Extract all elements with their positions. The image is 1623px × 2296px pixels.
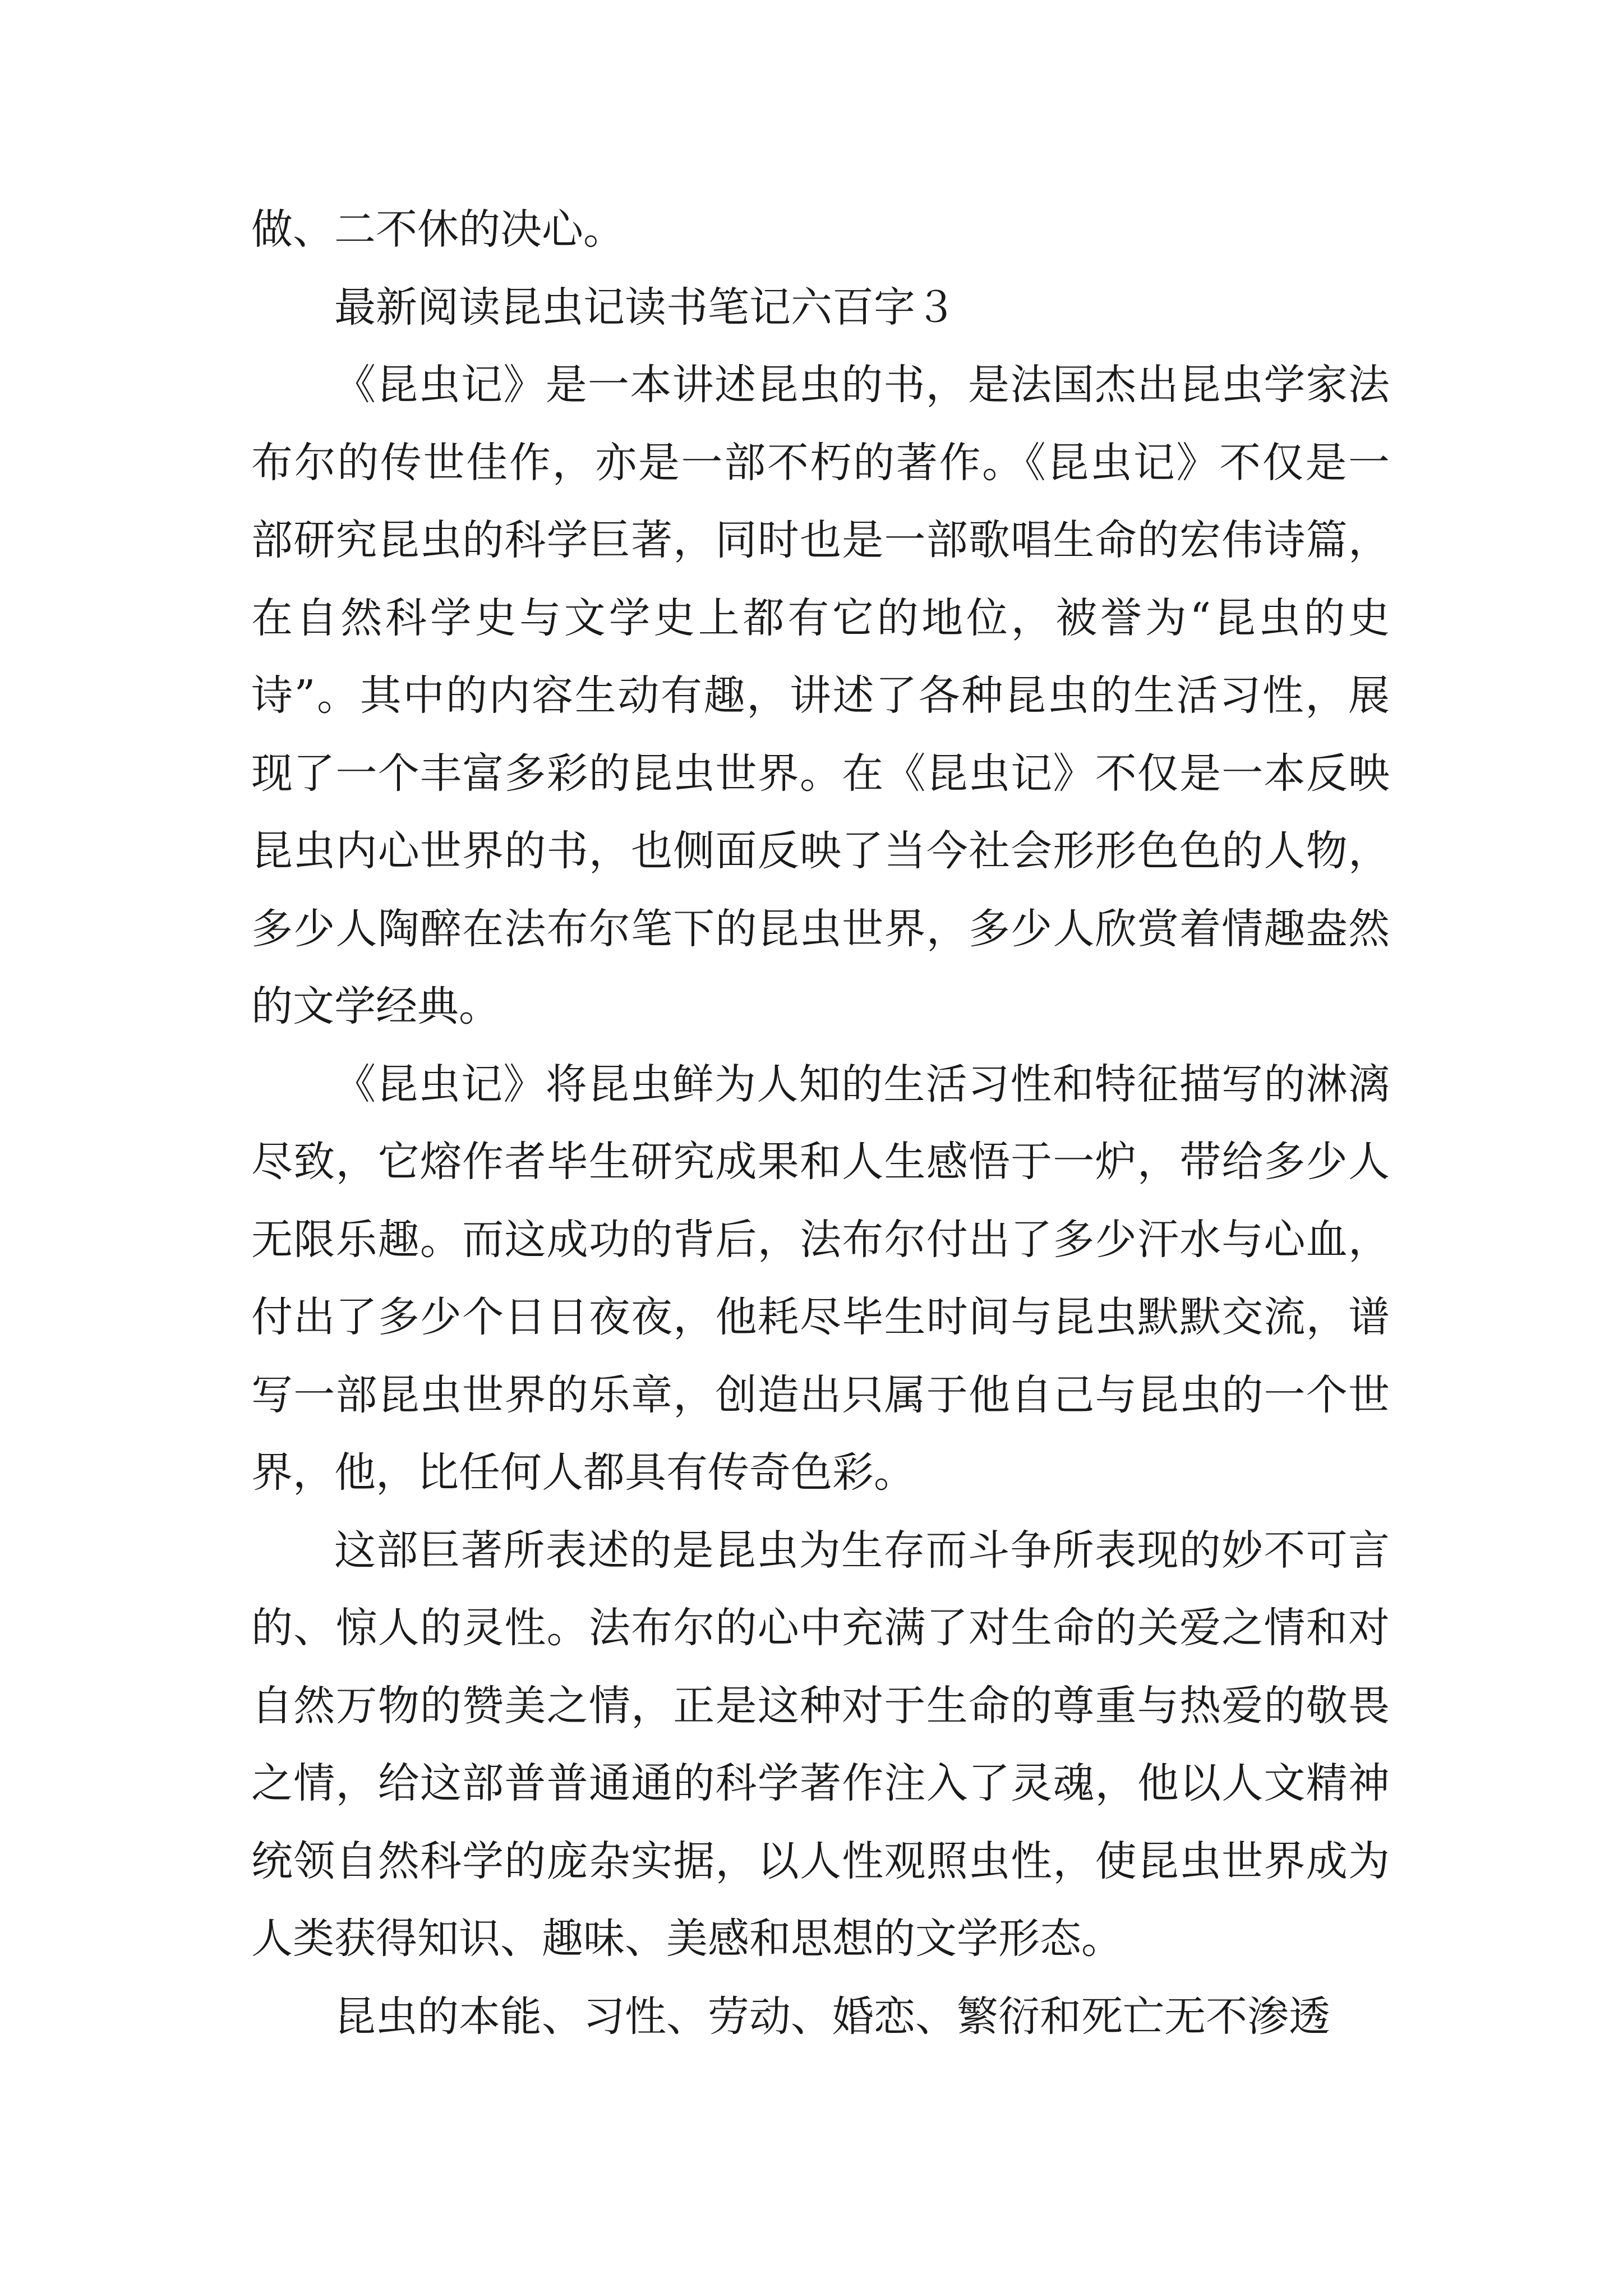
paragraph: 《昆虫记》是一本讲述昆虫的书，是法国杰出昆虫学家法布尔的传世佳作，亦是一部不朽的著作。《昆虫记》不仅是一部研究昆虫的科学巨著，同时也是一部歌唱生命的宏伟诗篇，在自然科学史与文学史上都有它的地位，被誉为“昆虫的史诗”。其中的内容生动有趣，讲述了各种昆虫的生活习性，展现了一个丰富多彩的昆虫世界。在《昆虫记》不仅是一本反映昆虫内心世界的书，也侧面反映了当今社会形形色色的人物，多少人陶醉在法布尔笔下的昆虫世界，多少人欣赏着情趣盎然的文学经典。 bbox=[251, 361, 1390, 1030]
body-text bbox=[251, 191, 1390, 2055]
paragraph-continued: 做、二不休的决心。 bbox=[251, 205, 625, 254]
paragraph: 《昆虫记》将昆虫鲜为人知的生活习性和特征描写的淋漓尽致，它熔作者毕生研究成果和人生感悟于一炉，带给多少人无限乐趣。而这成功的背后，法布尔付出了多少汗水与心血，付出了多少个日日夜夜，他耗尽毕生时间与昆虫默默交流，谱写一部昆虫世界的乐章，创造出只属于他自己与昆虫的一个世界，他，比任何人都具有传奇色彩。 bbox=[251, 1060, 1390, 1497]
section-heading: 最新阅读昆虫记读书笔记六百字３ bbox=[334, 283, 957, 332]
paragraph: 昆虫的本能、习性、劳动、婚恋、繁衍和死亡无不渗透 bbox=[334, 1992, 1330, 2041]
paragraph: 这部巨著所表述的是昆虫为生存而斗争所表现的妙不可言的、惊人的灵性。法布尔的心中充满了对生命的关爱之情和对自然万物的赞美之情，正是这种对于生命的尊重与热爱的敬畏之情，给这部普普通通的科学著作注入了灵魂，他以人文精神统领自然科学的庞杂实据，以人性观照虫性，使昆虫世界成为人类获得知识、趣味、美感和思想的文学形态。 bbox=[251, 1526, 1390, 1963]
